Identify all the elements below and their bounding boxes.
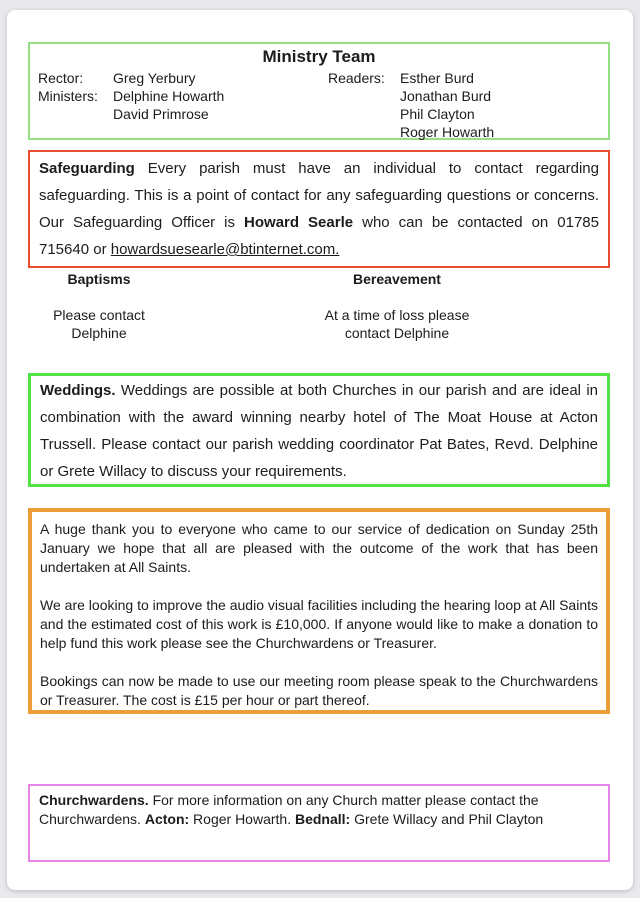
- baptisms-line1: Please contact: [53, 307, 145, 323]
- safeguarding-officer-name: Howard Searle: [244, 214, 354, 231]
- ministry-role-label: Rector:: [38, 70, 84, 86]
- weddings-text: Weddings are possible at both Churches in our parish and are ideal in combination with the award winning nearby hotel of The Moat House at Acton Trussell. Please contact our parish wedding coordinator Pat Bates, Revd. Delphine or Grete Willacy to discuss your requirements.: [40, 382, 598, 480]
- notice-dedication-thanks: A huge thank you to everyone who came to our service of dedication on Sunday 25th January we hope that all are pleased with the outcome of the work that has been undertaken at All Saints.: [40, 521, 598, 575]
- churchwardens-lead: Churchwardens.: [39, 792, 149, 808]
- bereavement-column: [287, 270, 507, 342]
- churchwardens-intro-text: For more information on any Church matter please contact the Churchwardens.: [39, 792, 539, 827]
- safeguarding-lead: Safeguarding: [39, 160, 135, 177]
- ministry-person-name: Esther Burd: [400, 70, 474, 86]
- ministry-role-label: [38, 105, 113, 123]
- acton-label: Acton:: [144, 811, 190, 827]
- bereavement-line1: At a time of loss please: [324, 307, 470, 323]
- ministry-person-name: [113, 123, 328, 141]
- notice-audio-visual-appeal: We are looking to improve the audio visual facilities including the hearing loop at All Saints and the estimated cost of this work is £10,000. If anyone would like to make a donation to help fund this work please see the Churchwardens or Treasurer.: [40, 597, 598, 651]
- safeguarding-contact-text: who can be contacted on 01785 715640 or: [39, 214, 599, 258]
- ministry-person-name: Roger Howarth: [400, 124, 495, 140]
- baptisms-title: Baptisms: [67, 271, 131, 287]
- ministry-role-label: [328, 123, 400, 141]
- ministry-team-grid: [38, 69, 600, 141]
- ministry-role-label: Ministers:: [38, 88, 98, 104]
- safeguarding-box: [28, 150, 610, 268]
- safeguarding-email-link[interactable]: howardsuesearle@btinternet.com.: [110, 241, 340, 258]
- weddings-paragraph: [40, 377, 598, 485]
- ministry-person-name: Greg Yerbury: [113, 70, 196, 86]
- safeguarding-paragraph: [39, 155, 599, 263]
- ministry-team-box: [28, 42, 610, 140]
- ministry-person-name: David Primrose: [113, 106, 209, 122]
- baptisms-column: [29, 270, 169, 342]
- contacts-row: [28, 270, 610, 370]
- churchwardens-paragraph: [39, 791, 599, 829]
- ministry-role-label: [38, 123, 113, 141]
- bereavement-line2: contact Delphine: [344, 325, 450, 341]
- document-page: [7, 10, 633, 890]
- baptisms-line2: Delphine: [71, 325, 127, 341]
- ministry-person-name: Phil Clayton: [400, 106, 475, 122]
- ministry-role-label: [328, 105, 400, 123]
- weddings-box: [28, 373, 610, 487]
- bednall-warden-names: Grete Willacy and Phil Clayton: [350, 811, 544, 827]
- weddings-lead: Weddings.: [40, 382, 116, 399]
- notice-meeting-room-bookings: Bookings can now be made to use our meeting room please speak to the Churchwardens or Treasurer. The cost is £15 per hour or part thereof.: [40, 673, 598, 708]
- bereavement-title: Bereavement: [353, 271, 441, 287]
- baptisms-text: [29, 306, 169, 342]
- bednall-label: Bednall:: [294, 811, 351, 827]
- bereavement-text: [287, 306, 507, 342]
- ministry-team-title: Ministry Team: [262, 47, 376, 66]
- ministry-person-name: Delphine Howarth: [113, 88, 225, 104]
- churchwardens-box: [28, 784, 610, 862]
- safeguarding-text: Every parish must have an individual to contact regarding safeguarding. This is a point of contact for any safeguarding questions or concerns. Our Safeguarding Officer is: [39, 160, 599, 231]
- acton-warden-name: Roger Howarth.: [189, 811, 295, 827]
- notices-box: [28, 508, 610, 714]
- ministry-person-name: Jonathan Burd: [400, 88, 492, 104]
- ministry-role-label: [328, 87, 400, 105]
- ministry-role-label: Readers:: [328, 70, 385, 86]
